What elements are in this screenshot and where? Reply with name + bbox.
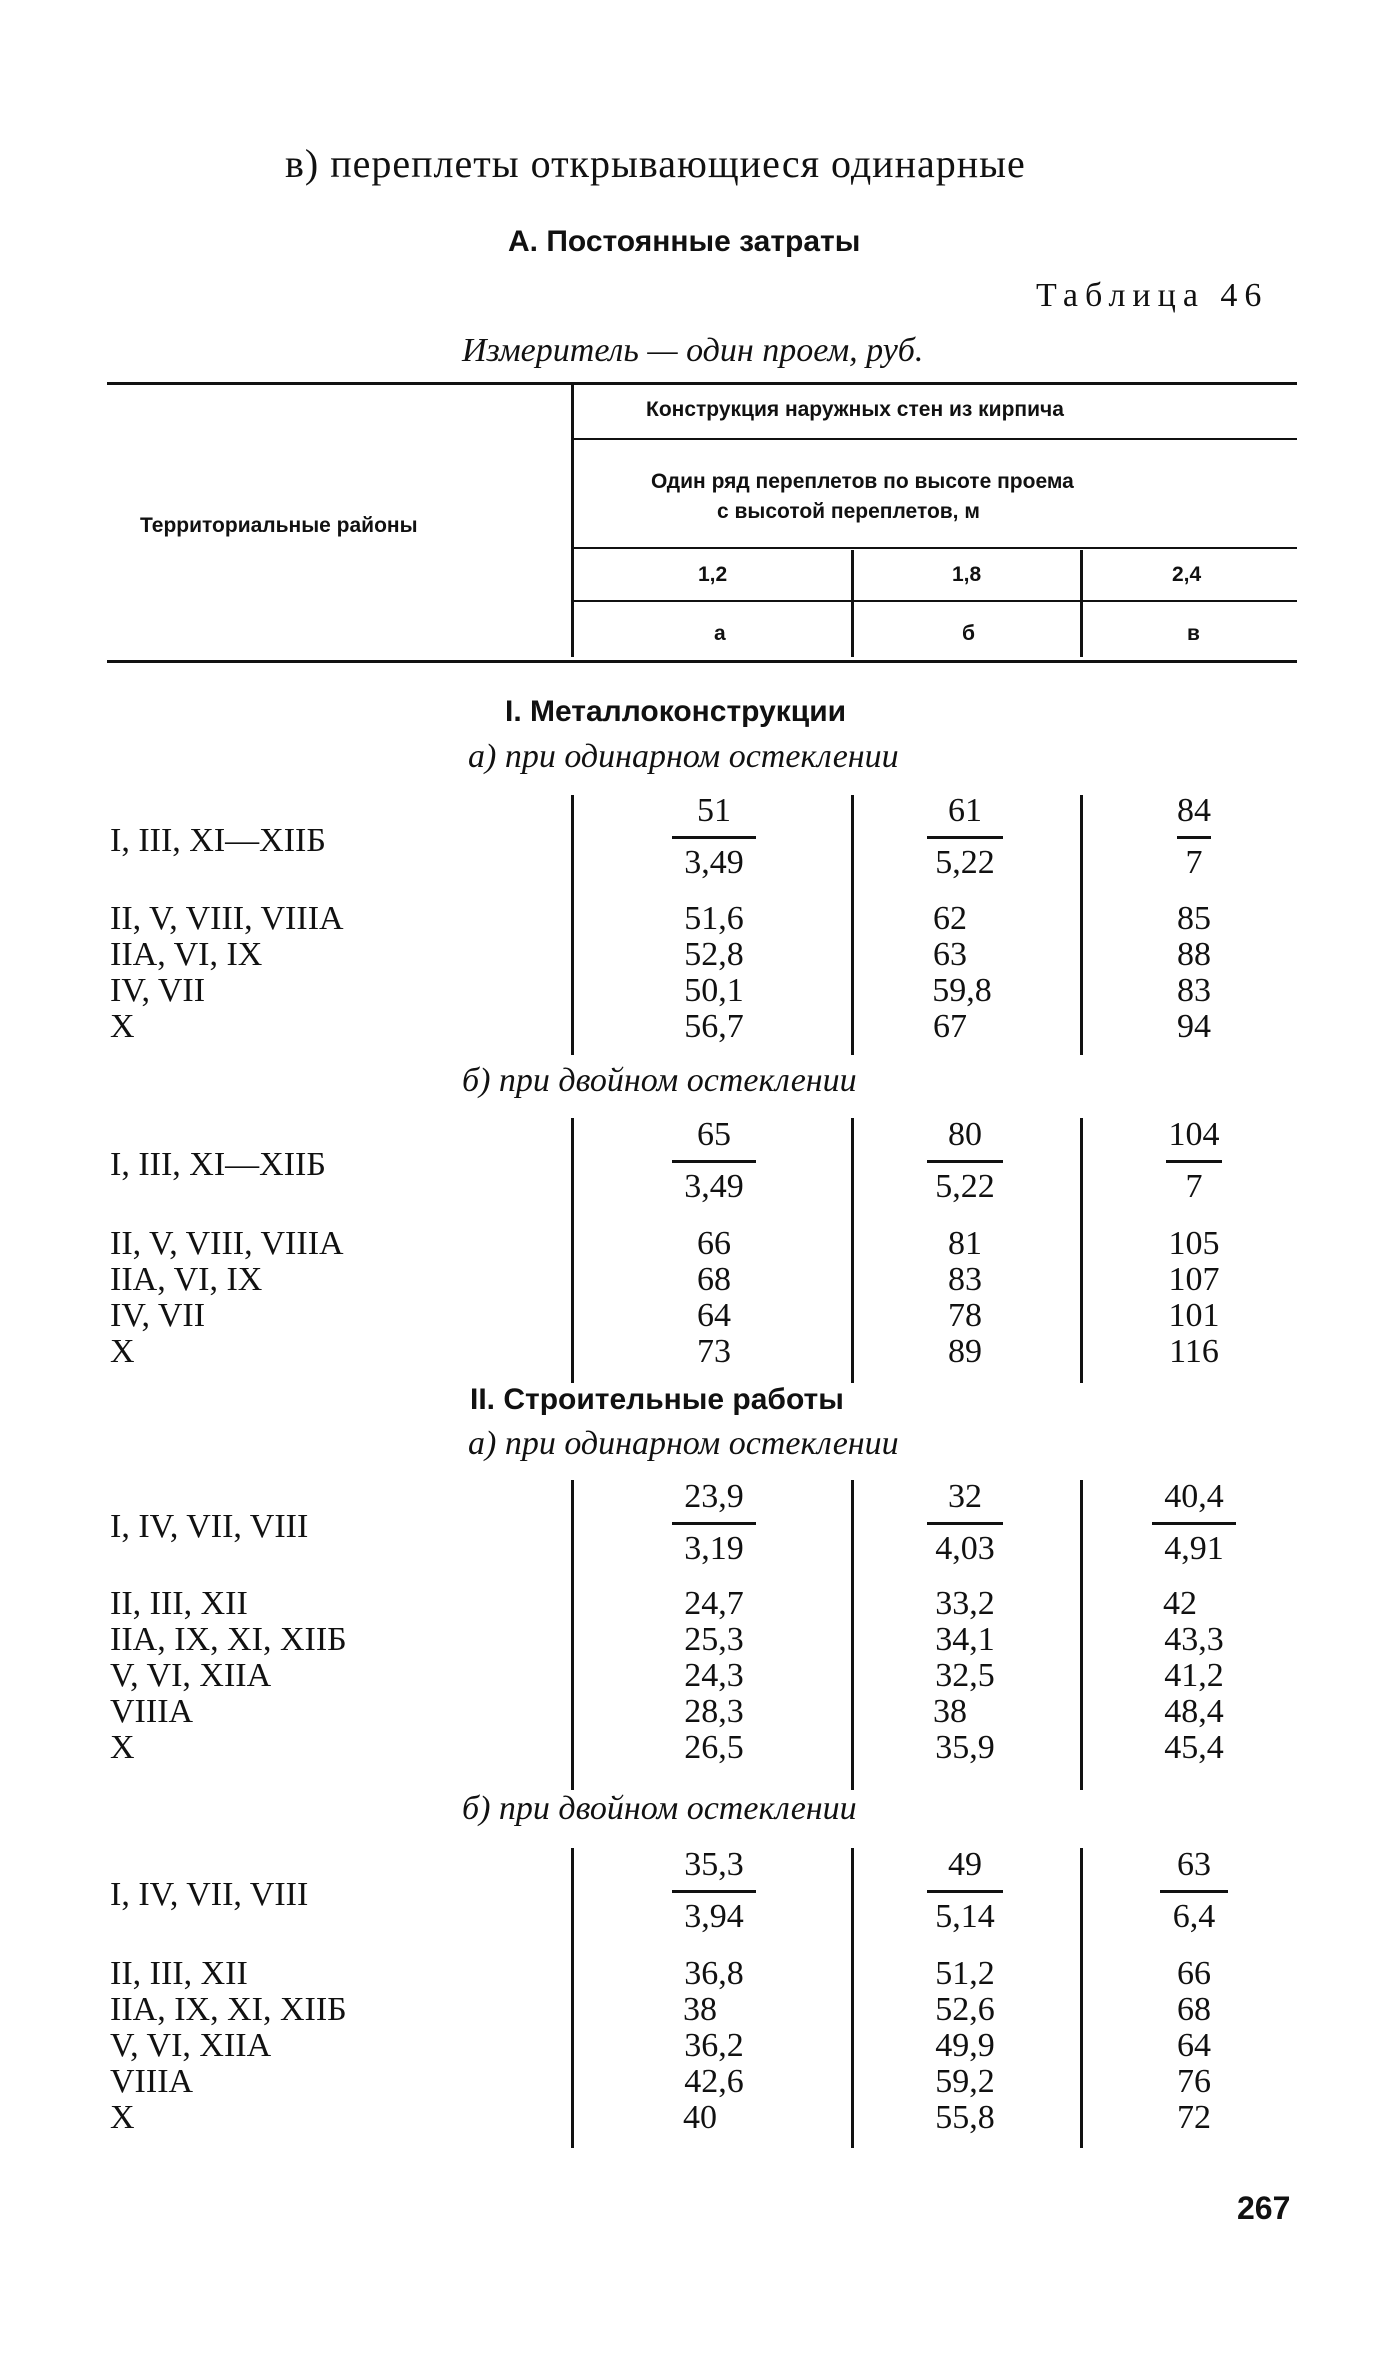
- value-cell: 43,3: [1164, 1621, 1224, 1658]
- section-title: II. Строительные работы: [470, 1383, 844, 1416]
- value-cell: 42,6: [684, 2063, 744, 2100]
- fraction-line: [927, 1160, 1003, 1163]
- value-cell: 88: [1177, 936, 1211, 973]
- subsection-title: б) при двойном остеклении: [462, 1790, 857, 1827]
- fraction-line: [1177, 836, 1211, 839]
- fraction-denominator: 3,19: [684, 1530, 744, 1567]
- value-cell: 105: [1168, 1225, 1220, 1262]
- header-col-divider-2: [1080, 550, 1083, 657]
- region-label: I, IV, VII, VIII: [110, 1508, 309, 1545]
- value-cell: 25,3: [684, 1621, 744, 1658]
- section-title: I. Металлоконструкции: [505, 695, 847, 728]
- region-label: I, IV, VII, VIII: [110, 1876, 309, 1913]
- header-height-a: 1,2: [698, 563, 728, 586]
- region-label: VIIIA: [110, 1693, 194, 1730]
- fraction-numerator: 80: [948, 1116, 982, 1153]
- col-divider: [1080, 795, 1083, 1055]
- region-label: II, III, XII: [110, 1955, 248, 1992]
- col-divider: [851, 1118, 854, 1383]
- header-letter-c: в: [1187, 622, 1200, 645]
- fraction-line: [1160, 1890, 1228, 1893]
- value-cell: 62: [933, 900, 967, 937]
- unit-label: Измеритель — один проем, руб.: [462, 332, 924, 369]
- col-divider: [1080, 1848, 1083, 2148]
- fraction-denominator: 4,91: [1164, 1530, 1224, 1567]
- subsection-title: а) при одинарном остеклении: [468, 1425, 899, 1462]
- header-letter-b: б: [962, 622, 975, 645]
- fraction-denominator: 7: [1185, 844, 1203, 881]
- region-label: IV, VII: [110, 972, 206, 1009]
- col-divider: [571, 1118, 574, 1383]
- fraction-numerator: 65: [697, 1116, 731, 1153]
- value-cell: 94: [1177, 1008, 1211, 1045]
- header-heights-rule: [574, 600, 1297, 602]
- region-label: II, V, VIII, VIIIA: [110, 900, 344, 937]
- value-cell: 36,8: [684, 1955, 744, 1992]
- table-label: Таблица 46: [1036, 277, 1269, 314]
- fraction-numerator: 84: [1177, 792, 1211, 829]
- fraction-line: [927, 1890, 1003, 1893]
- fraction-line: [1152, 1522, 1236, 1525]
- region-label: X: [110, 2099, 135, 2136]
- header-group1-rule: [574, 438, 1297, 440]
- fraction-denominator: 3,49: [684, 844, 744, 881]
- section-a-title: А. Постоянные затраты: [508, 225, 861, 258]
- value-cell: 72: [1177, 2099, 1211, 2136]
- col-divider: [571, 1480, 574, 1790]
- fraction-denominator: 3,94: [684, 1898, 744, 1935]
- fraction-line: [1166, 1160, 1222, 1163]
- fraction-line: [672, 1160, 756, 1163]
- fraction-denominator: 4,03: [935, 1530, 995, 1567]
- value-cell: 76: [1177, 2063, 1211, 2100]
- header-top-rule: [107, 382, 1297, 385]
- value-cell: 24,7: [684, 1585, 744, 1622]
- subsection-title: а) при одинарном остеклении: [468, 738, 899, 775]
- fraction-denominator: 6,4: [1172, 1898, 1216, 1935]
- value-cell: 83: [1177, 972, 1211, 1009]
- fraction-line: [672, 1522, 756, 1525]
- col-divider: [571, 795, 574, 1055]
- value-cell: 42: [1163, 1585, 1197, 1622]
- header-group1: Конструкция наружных стен из кирпича: [646, 398, 1064, 421]
- fraction-line: [672, 836, 756, 839]
- fraction-numerator: 61: [948, 792, 982, 829]
- value-cell: 33,2: [935, 1585, 995, 1622]
- col-divider: [1080, 1480, 1083, 1790]
- value-cell: 41,2: [1164, 1657, 1224, 1694]
- value-cell: 36,2: [684, 2027, 744, 2064]
- value-cell: 85: [1177, 900, 1211, 937]
- value-cell: 81: [948, 1225, 982, 1262]
- fraction-denominator: 5,14: [935, 1898, 995, 1935]
- value-cell: 59,2: [935, 2063, 995, 2100]
- value-cell: 78: [948, 1297, 982, 1334]
- fraction-denominator: 5,22: [935, 1168, 995, 1205]
- value-cell: 50,1: [684, 972, 744, 1009]
- region-label: X: [110, 1333, 135, 1370]
- value-cell: 45,4: [1164, 1729, 1224, 1766]
- header-height-b: 1,8: [952, 563, 982, 586]
- fraction-numerator: 49: [948, 1846, 982, 1883]
- page-number: 267: [1237, 2190, 1291, 2226]
- value-cell: 34,1: [935, 1621, 995, 1658]
- header-row-label: Территориальные районы: [140, 514, 418, 537]
- value-cell: 55,8: [935, 2099, 995, 2136]
- fraction-line: [672, 1890, 756, 1893]
- header-group2-line2: с высотой переплетов, м: [717, 500, 980, 523]
- page-heading: в) переплеты открывающиеся одинарные: [285, 141, 1026, 186]
- value-cell: 64: [697, 1297, 731, 1334]
- region-label: IIA, IX, XI, XIIБ: [110, 1991, 347, 2028]
- value-cell: 67: [933, 1008, 967, 1045]
- col-divider: [851, 1848, 854, 2148]
- region-label: IIA, IX, XI, XIIБ: [110, 1621, 347, 1658]
- region-label: II, V, VIII, VIIIA: [110, 1225, 344, 1262]
- value-cell: 63: [933, 936, 967, 973]
- region-label: V, VI, XIIA: [110, 2027, 272, 2064]
- header-letter-a: а: [714, 622, 726, 645]
- header-col-divider-1: [851, 550, 854, 657]
- region-label: IIA, VI, IX: [110, 936, 263, 973]
- value-cell: 89: [948, 1333, 982, 1370]
- col-divider: [1080, 1118, 1083, 1383]
- header-bottom-rule: [107, 660, 1297, 663]
- value-cell: 68: [1177, 1991, 1211, 2028]
- region-label: IV, VII: [110, 1297, 206, 1334]
- subsection-title: б) при двойном остеклении: [462, 1062, 857, 1099]
- region-label: II, III, XII: [110, 1585, 248, 1622]
- value-cell: 66: [697, 1225, 731, 1262]
- value-cell: 38: [933, 1693, 967, 1730]
- region-label: I, III, XI—XIIБ: [110, 1146, 326, 1183]
- value-cell: 48,4: [1164, 1693, 1224, 1730]
- header-divider: [571, 385, 574, 657]
- col-divider: [851, 1480, 854, 1790]
- fraction-denominator: 7: [1185, 1168, 1203, 1205]
- value-cell: 56,7: [684, 1008, 744, 1045]
- fraction-numerator: 51: [697, 792, 731, 829]
- value-cell: 26,5: [684, 1729, 744, 1766]
- value-cell: 28,3: [684, 1693, 744, 1730]
- value-cell: 32,5: [935, 1657, 995, 1694]
- value-cell: 49,9: [935, 2027, 995, 2064]
- value-cell: 73: [697, 1333, 731, 1370]
- header-group2-line1: Один ряд переплетов по высоте проема: [651, 470, 1074, 493]
- value-cell: 35,9: [935, 1729, 995, 1766]
- value-cell: 52,6: [935, 1991, 995, 2028]
- value-cell: 40: [683, 2099, 717, 2136]
- col-divider: [851, 795, 854, 1055]
- fraction-numerator: 40,4: [1164, 1478, 1224, 1515]
- fraction-numerator: 23,9: [684, 1478, 744, 1515]
- value-cell: 116: [1169, 1333, 1219, 1370]
- value-cell: 66: [1177, 1955, 1211, 1992]
- value-cell: 68: [697, 1261, 731, 1298]
- value-cell: 107: [1168, 1261, 1220, 1298]
- value-cell: 83: [948, 1261, 982, 1298]
- value-cell: 51,6: [684, 900, 744, 937]
- value-cell: 101: [1168, 1297, 1220, 1334]
- header-height-c: 2,4: [1172, 563, 1202, 586]
- value-cell: 52,8: [684, 936, 744, 973]
- value-cell: 59,8: [932, 972, 992, 1009]
- value-cell: 64: [1177, 2027, 1211, 2064]
- fraction-numerator: 35,3: [684, 1846, 744, 1883]
- region-label: VIIIA: [110, 2063, 194, 2100]
- header-group2-rule: [574, 547, 1297, 549]
- region-label: IIA, VI, IX: [110, 1261, 263, 1298]
- fraction-denominator: 5,22: [935, 844, 995, 881]
- value-cell: 38: [683, 1991, 717, 2028]
- value-cell: 24,3: [684, 1657, 744, 1694]
- value-cell: 51,2: [935, 1955, 995, 1992]
- fraction-line: [927, 836, 1003, 839]
- fraction-numerator: 63: [1177, 1846, 1211, 1883]
- region-label: X: [110, 1008, 135, 1045]
- fraction-numerator: 104: [1168, 1116, 1220, 1153]
- region-label: V, VI, XIIA: [110, 1657, 272, 1694]
- fraction-line: [927, 1522, 1003, 1525]
- region-label: X: [110, 1729, 135, 1766]
- col-divider: [571, 1848, 574, 2148]
- fraction-denominator: 3,49: [684, 1168, 744, 1205]
- region-label: I, III, XI—XIIБ: [110, 822, 326, 859]
- fraction-numerator: 32: [948, 1478, 982, 1515]
